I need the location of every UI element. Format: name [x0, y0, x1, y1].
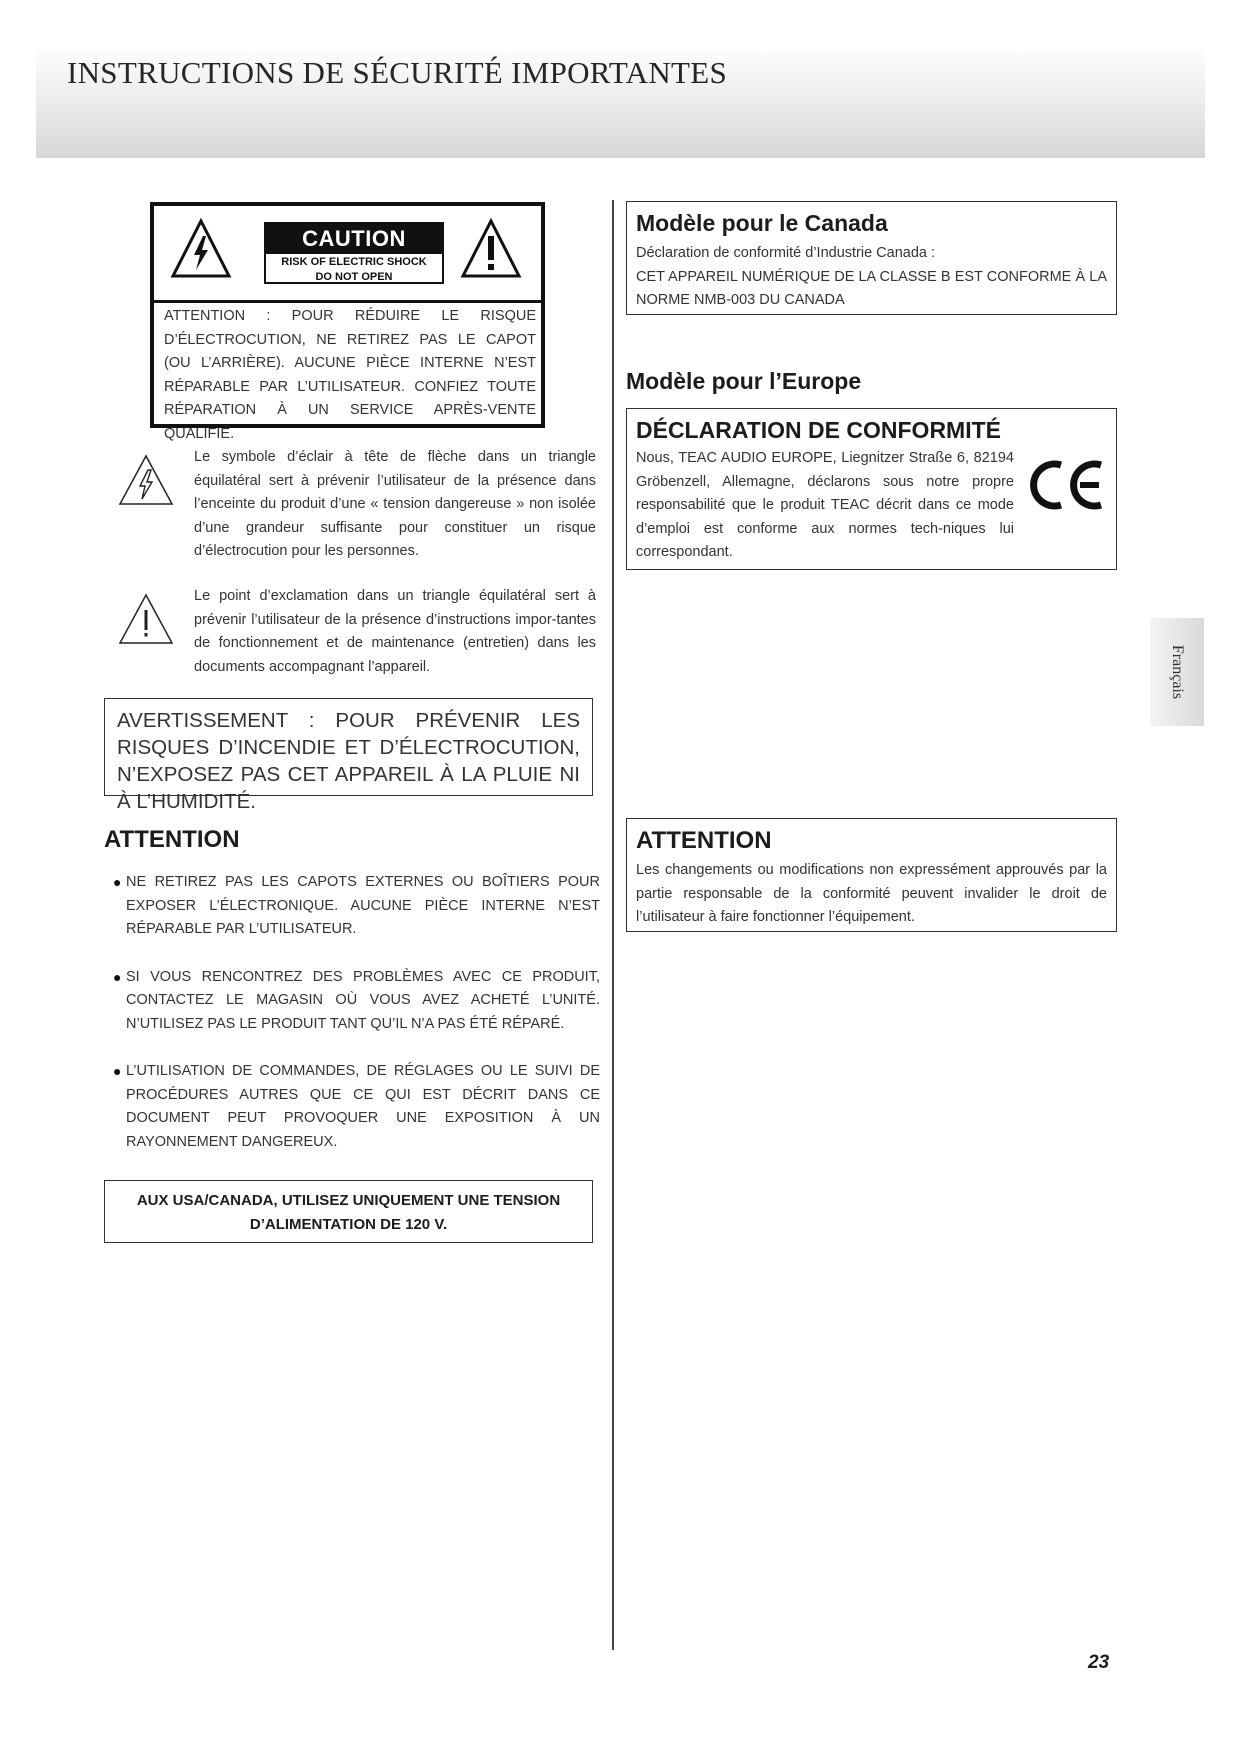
caution-line-2: DO NOT OPEN [315, 271, 393, 283]
caution-text-line: D’ÉLECTROCUTION, NE RETIREZ PAS LE CAPOT [164, 331, 536, 348]
exclamation-warning-icon [460, 218, 522, 280]
exclamation-warning-icon [118, 593, 174, 645]
list-item [113, 1060, 600, 1154]
declaration-text: Nous, TEAC AUDIO EUROPE, Liegnitzer Straße 6, 82194 Gröbenzell, Allemagne, déclarons sous notre propre responsabilité que le produit TEAC décrit dans ce mode d’emploi est conforme aux normes tech-niques lui correspondant. [636, 450, 1014, 560]
warning-text: AVERTISSEMENT : POUR PRÉVENIR LES RISQUES D’INCENDIE ET D’ÉLECTROCUTION, N’EXPOSEZ PAS CET APPAREIL À LA PLUIE NI À L’HUMIDITÉ. [117, 709, 580, 813]
canada-model-box [626, 201, 1117, 315]
voltage-line-2: D’ALIMENTATION DE 120 V. [249, 1215, 448, 1233]
language-tab-label: Français [1169, 644, 1186, 700]
list-item-text: NE RETIREZ PAS LES CAPOTS EXTERNES OU BOÎTIERS POUR EXPOSER L’ÉLECTRONIQUE. AUCUNE PIÈCE INTERNE N’EST RÉPARABLE PAR L’UTILISATEUR. [126, 874, 600, 937]
bullet-icon: ● [113, 874, 122, 890]
bullet-icon: ● [113, 1063, 122, 1079]
language-tab [1150, 618, 1204, 726]
europe-title: Modèle pour l’Europe [626, 368, 862, 394]
caution-text-line: RÉPARATION À UN SERVICE APRÈS-VENTE QUALIFIÉ. [164, 402, 536, 442]
lightning-warning-icon [118, 454, 174, 506]
page-title: INSTRUCTIONS DE SÉCURITÉ IMPORTANTES [67, 55, 728, 90]
attention-right-text: Les changements ou modifications non expressément approuvés par la partie responsable de la conformité peuvent invalider le droit de l’utilisateur à faire fonctionner l’équipement. [636, 862, 1107, 925]
canada-declaration-label: Déclaration de conformité d’Industrie Canada : [636, 245, 936, 261]
attention-right-heading: ATTENTION [636, 827, 772, 854]
caution-graphic [160, 210, 535, 300]
caution-text [164, 305, 536, 446]
caution-text-line: ATTENTION : POUR RÉDUIRE LE RISQUE [164, 308, 536, 324]
canada-declaration-text: CET APPAREIL NUMÉRIQUE DE LA CLASSE B EST CONFORME À LA NORME NMB-003 DU CANADA [636, 268, 1107, 308]
canada-title: Modèle pour le Canada [636, 210, 888, 236]
bullet-icon: ● [113, 968, 122, 985]
column-divider [612, 200, 614, 1650]
lightning-symbol-text: Le symbole d’éclair à tête de flèche dans un triangle équilatéral sert à prévenir l’utilisateur de la présence dans l’enceinte du produit d’une « tension dangereuse » non isolée d’une grandeur suffisante pour constituer un risque d’électrocution pour les personnes. [194, 449, 596, 559]
caution-label-box [150, 202, 545, 442]
lightning-warning-icon [170, 218, 232, 280]
list-item-text: L’UTILISATION DE COMMANDES, DE RÉGLAGES OU LE SUIVI DE PROCÉDURES AUTRES QUE CE QUI EST DÉCRIT DANS CE DOCUMENT PEUT PROVOQUER UNE EXPOSITION À UN RAYONNEMENT DANGEREUX. [126, 1063, 600, 1150]
exclamation-symbol-text: Le point d’exclamation dans un triangle équilatéral sert à prévenir l’utilisateur de la présence d’instructions impor-tantes de fonctionnement et de maintenance (entretien) dans les documents accompagnant l’appareil. [194, 588, 596, 675]
attention-list [113, 871, 600, 1178]
declaration-of-conformity-box [626, 408, 1117, 570]
list-item-text: SI VOUS RENCONTREZ DES PROBLÈMES AVEC CE PRODUIT, CONTACTEZ LE MAGASIN OÙ VOUS AVEZ ACHETÉ L’UNITÉ. N’UTILISEZ PAS LE PRODUIT TANT QU’IL N’A PAS ÉTÉ RÉPARÉ. [126, 968, 600, 1032]
caution-heading: CAUTION [266, 224, 442, 254]
attention-modifications-box [626, 818, 1117, 932]
ce-mark-icon [1027, 455, 1107, 515]
caution-text-line: RÉPARABLE PAR L’UTILISATEUR. CONFIEZ TOUTE [164, 378, 536, 395]
caution-line-1: RISK OF ELECTRIC SHOCK [281, 256, 427, 268]
voltage-notice-box [104, 1180, 593, 1243]
voltage-line-1: AUX USA/CANADA, UTILISEZ UNIQUEMENT UNE TENSION [136, 1192, 561, 1209]
list-item [113, 871, 600, 942]
list-item [113, 966, 600, 1037]
attention-heading: ATTENTION [104, 826, 240, 853]
declaration-title: DÉCLARATION DE CONFORMITÉ [636, 417, 1002, 443]
caution-text-line: (OU L’ARRIÈRE). AUCUNE PIÈCE INTERNE N’EST [164, 355, 536, 371]
fire-shock-warning-box [104, 698, 593, 813]
caution-divider [154, 300, 541, 303]
page-number: 23 [1088, 1652, 1110, 1673]
caution-label [264, 222, 444, 284]
